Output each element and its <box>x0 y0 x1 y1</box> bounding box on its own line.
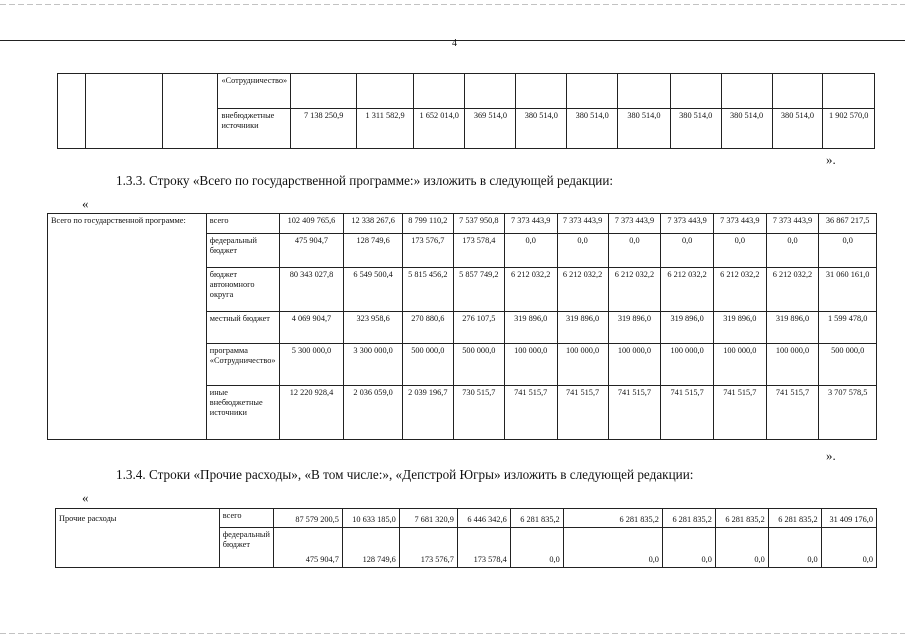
cell: 7 373 443,9 <box>557 214 608 234</box>
cell: 128 749,6 <box>344 234 402 268</box>
cell: 2 039 196,7 <box>402 386 453 440</box>
table-total-program <box>47 213 877 440</box>
cell: 2 036 059,0 <box>344 386 402 440</box>
cell: 319 896,0 <box>557 312 608 344</box>
cell: 0,0 <box>821 528 876 568</box>
cell: 36 867 217,5 <box>819 214 877 234</box>
cell: 475 904,7 <box>273 528 342 568</box>
paragraph-1-3-3: 1.3.3. Строку «Всего по государственной программе:» изложить в следующей редакции: <box>116 173 614 188</box>
row-label: местный бюджет <box>206 312 279 344</box>
cell: 369 514,0 <box>465 109 516 149</box>
cell: 6 549 500,4 <box>344 268 402 312</box>
row-label: «Сотрудничество» <box>218 74 291 109</box>
cell: 319 896,0 <box>661 312 714 344</box>
cell: 10 633 185,0 <box>342 509 399 528</box>
cell: 0,0 <box>819 234 877 268</box>
table-row <box>56 509 877 528</box>
cell: 173 576,7 <box>402 234 453 268</box>
cell: 475 904,7 <box>279 234 344 268</box>
cell: 0,0 <box>768 528 821 568</box>
cell: 6 281 835,2 <box>510 509 563 528</box>
cell: 276 107,5 <box>453 312 504 344</box>
cell: 6 281 835,2 <box>563 509 662 528</box>
cell: 80 343 027,8 <box>279 268 344 312</box>
open-quote-1: « <box>82 196 89 211</box>
cell: 12 338 267,6 <box>344 214 402 234</box>
cell: 7 373 443,9 <box>504 214 557 234</box>
cell: 31 060 161,0 <box>819 268 877 312</box>
row-label: всего <box>219 509 273 528</box>
cell: 0,0 <box>504 234 557 268</box>
cell: 741 515,7 <box>713 386 766 440</box>
cell: 1 311 582,9 <box>357 109 414 149</box>
cell: 173 578,4 <box>453 234 504 268</box>
cell: 319 896,0 <box>766 312 819 344</box>
cell: 319 896,0 <box>608 312 661 344</box>
cell: 380 514,0 <box>516 109 567 149</box>
cell: 6 212 032,2 <box>504 268 557 312</box>
cell: 0,0 <box>608 234 661 268</box>
cell: 0,0 <box>557 234 608 268</box>
cell: 100 000,0 <box>766 344 819 386</box>
cell: 4 069 904,7 <box>279 312 344 344</box>
cell: 0,0 <box>510 528 563 568</box>
row-group-title: Прочие расходы <box>56 509 220 568</box>
cell: 741 515,7 <box>661 386 714 440</box>
cell: 730 515,7 <box>453 386 504 440</box>
cell: 6 281 835,2 <box>768 509 821 528</box>
cell: 6 212 032,2 <box>608 268 661 312</box>
paragraph-1-3-4: 1.3.4. Строки «Прочие расходы», «В том числе:», «Депстрой Югры» изложить в следующей редакции: <box>116 467 694 482</box>
cell: 173 578,4 <box>457 528 510 568</box>
cell: 380 514,0 <box>772 109 823 149</box>
cell: 6 446 342,6 <box>457 509 510 528</box>
cell: 6 281 835,2 <box>662 509 715 528</box>
cell: 7 373 443,9 <box>608 214 661 234</box>
cell: 6 212 032,2 <box>713 268 766 312</box>
cell: 173 576,7 <box>399 528 457 568</box>
table-row <box>48 214 877 234</box>
cell: 100 000,0 <box>557 344 608 386</box>
cell: 1 599 478,0 <box>819 312 877 344</box>
cell: 87 579 200,5 <box>273 509 342 528</box>
cell: 5 857 749,2 <box>453 268 504 312</box>
scan-edge-top <box>0 4 905 5</box>
cell: 100 000,0 <box>504 344 557 386</box>
row-label: внебюджетные источники <box>218 109 291 149</box>
cell: 741 515,7 <box>504 386 557 440</box>
scan-edge-bottom <box>0 633 905 634</box>
cell: 741 515,7 <box>608 386 661 440</box>
cell: 12 220 928,4 <box>279 386 344 440</box>
row-group-title: Всего по государственной программе: <box>48 214 207 440</box>
cell: 6 281 835,2 <box>715 509 768 528</box>
cell: 6 212 032,2 <box>661 268 714 312</box>
cell: 380 514,0 <box>721 109 772 149</box>
cell: 7 373 443,9 <box>766 214 819 234</box>
row-label: всего <box>206 214 279 234</box>
cell: 1 902 570,0 <box>823 109 875 149</box>
close-quote-1: ». <box>826 152 836 167</box>
open-quote-2: « <box>82 490 89 505</box>
cell: 741 515,7 <box>557 386 608 440</box>
cell: 5 300 000,0 <box>279 344 344 386</box>
cell: 128 749,6 <box>342 528 399 568</box>
cell: 7 681 320,9 <box>399 509 457 528</box>
cell: 8 799 110,2 <box>402 214 453 234</box>
page-number: 4 <box>452 38 457 49</box>
cell: 380 514,0 <box>618 109 671 149</box>
cell: 0,0 <box>766 234 819 268</box>
cell: 102 409 765,6 <box>279 214 344 234</box>
cell: 7 537 950,8 <box>453 214 504 234</box>
cell: 380 514,0 <box>670 109 721 149</box>
cell: 1 652 014,0 <box>414 109 465 149</box>
close-quote-2: ». <box>826 448 836 463</box>
cell: 0,0 <box>563 528 662 568</box>
cell: 6 212 032,2 <box>557 268 608 312</box>
cell: 500 000,0 <box>402 344 453 386</box>
cell: 31 409 176,0 <box>821 509 876 528</box>
row-label: иные внебюджетные источники <box>206 386 279 440</box>
table-continued <box>57 73 875 149</box>
table-row <box>58 74 875 109</box>
cell: 100 000,0 <box>661 344 714 386</box>
cell: 380 514,0 <box>567 109 618 149</box>
cell: 100 000,0 <box>608 344 661 386</box>
row-label: программа «Сотрудничество» <box>206 344 279 386</box>
cell: 5 815 456,2 <box>402 268 453 312</box>
cell: 3 300 000,0 <box>344 344 402 386</box>
cell: 323 958,6 <box>344 312 402 344</box>
cell: 0,0 <box>715 528 768 568</box>
cell: 500 000,0 <box>453 344 504 386</box>
cell: 7 138 250,9 <box>291 109 357 149</box>
cell: 7 373 443,9 <box>661 214 714 234</box>
row-label: федеральный бюджет <box>206 234 279 268</box>
cell: 6 212 032,2 <box>766 268 819 312</box>
row-label: федеральный бюджет <box>219 528 273 568</box>
cell: 100 000,0 <box>713 344 766 386</box>
cell: 0,0 <box>662 528 715 568</box>
cell: 0,0 <box>661 234 714 268</box>
cell: 500 000,0 <box>819 344 877 386</box>
cell: 270 880,6 <box>402 312 453 344</box>
cell: 3 707 578,5 <box>819 386 877 440</box>
cell: 319 896,0 <box>713 312 766 344</box>
cell: 7 373 443,9 <box>713 214 766 234</box>
row-label: бюджет автономного округа <box>206 268 279 312</box>
cell: 741 515,7 <box>766 386 819 440</box>
cell: 319 896,0 <box>504 312 557 344</box>
cell: 0,0 <box>713 234 766 268</box>
table-other-expenses <box>55 508 877 568</box>
